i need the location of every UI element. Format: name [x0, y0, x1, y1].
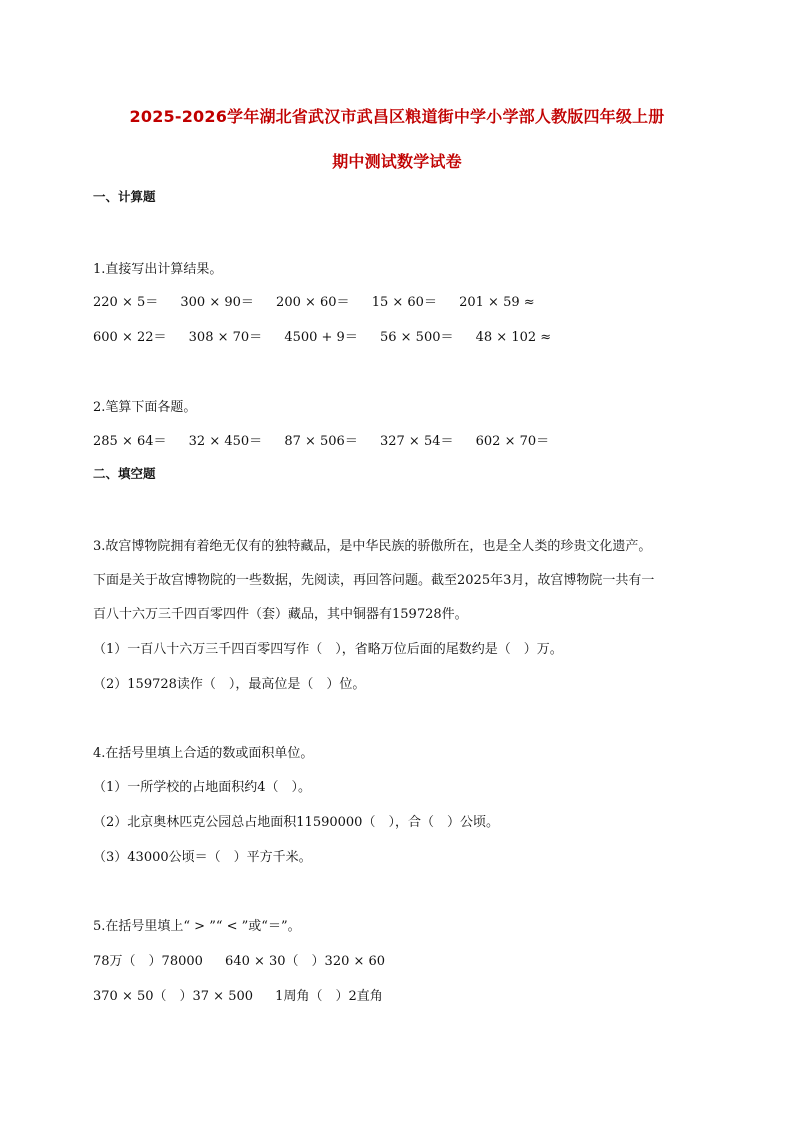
expression: 300 × 90＝	[180, 295, 254, 310]
question-4-sub-1: （1）一所学校的占地面积约4（ ）。	[93, 780, 312, 795]
exam-title-line2: 期中测试数学试卷	[332, 152, 462, 171]
comparison: 640 × 30（ ）320 × 60	[225, 954, 386, 969]
expression: 327 × 54＝	[379, 434, 454, 449]
expression: 200 × 60＝	[276, 295, 350, 310]
question-4-prompt: 4.在括号里填上合适的数或面积单位。	[93, 746, 314, 761]
question-3-para-2: 下面是关于故宫博物院的一些数据，先阅读，再回答问题。截至2025年3月，故宫博物院一共有一	[93, 573, 655, 588]
expression: 285 × 64＝	[93, 434, 167, 449]
exam-title-line1: 2025-2026学年湖北省武汉市武昌区粮道街中学小学部人教版四年级上册	[129, 107, 665, 126]
question-3-para-3: 百八十六万三千四百零四件（套）藏品，其中铜器有159728件。	[93, 607, 468, 622]
question-1-row-2	[93, 326, 551, 345]
expression: 32 × 450＝	[188, 434, 263, 449]
expression: 602 × 70＝	[475, 434, 550, 449]
expression: 600 × 22＝	[93, 330, 167, 345]
question-2-prompt: 2.笔算下面各题。	[93, 400, 197, 415]
section-heading-fill-in: 二、填空题	[93, 466, 156, 481]
question-5-prompt: 5.在括号里填上“ > ”“ < ”或“＝”。	[93, 919, 301, 934]
comparison: 370 × 50（ ）37 × 500	[93, 989, 254, 1004]
question-5-row-2	[93, 985, 383, 1004]
question-2-row-1	[93, 430, 549, 449]
expression: 308 × 70＝	[188, 330, 263, 345]
question-3-sub-1: （1）一百八十六万三千四百零四写作（ ），省略万位后面的尾数约是（ ）万。	[93, 642, 563, 657]
expression: 201 × 59 ≈	[459, 295, 535, 310]
expression: 4500 + 9＝	[284, 330, 358, 345]
question-1-prompt: 1.直接写出计算结果。	[93, 262, 223, 277]
question-4-sub-2: （2）北京奥林匹克公园总占地面积11590000（ ），合（ ）公顷。	[93, 815, 499, 830]
expression: 87 × 506＝	[284, 434, 358, 449]
comparison: 78万（ ）78000	[93, 954, 203, 969]
comparison: 1周角（ ）2直角	[275, 989, 383, 1004]
expression: 56 × 500＝	[379, 330, 454, 345]
expression: 220 × 5＝	[93, 295, 159, 310]
question-4-sub-3: （3）43000公顷＝（ ）平方千米。	[93, 850, 312, 865]
question-3-para-1: 3.故宫博物院拥有着绝无仅有的独特藏品，是中华民族的骄傲所在，也是全人类的珍贵文化遗产。	[93, 539, 652, 554]
expression: 48 × 102 ≈	[475, 330, 552, 345]
question-3-sub-2: （2）159728读作（ ），最高位是（ ）位。	[93, 677, 366, 692]
question-5-row-1	[93, 950, 385, 969]
section-heading-calculation: 一、计算题	[93, 189, 156, 204]
expression: 15 × 60＝	[371, 295, 437, 310]
question-1-row-1	[93, 291, 535, 310]
